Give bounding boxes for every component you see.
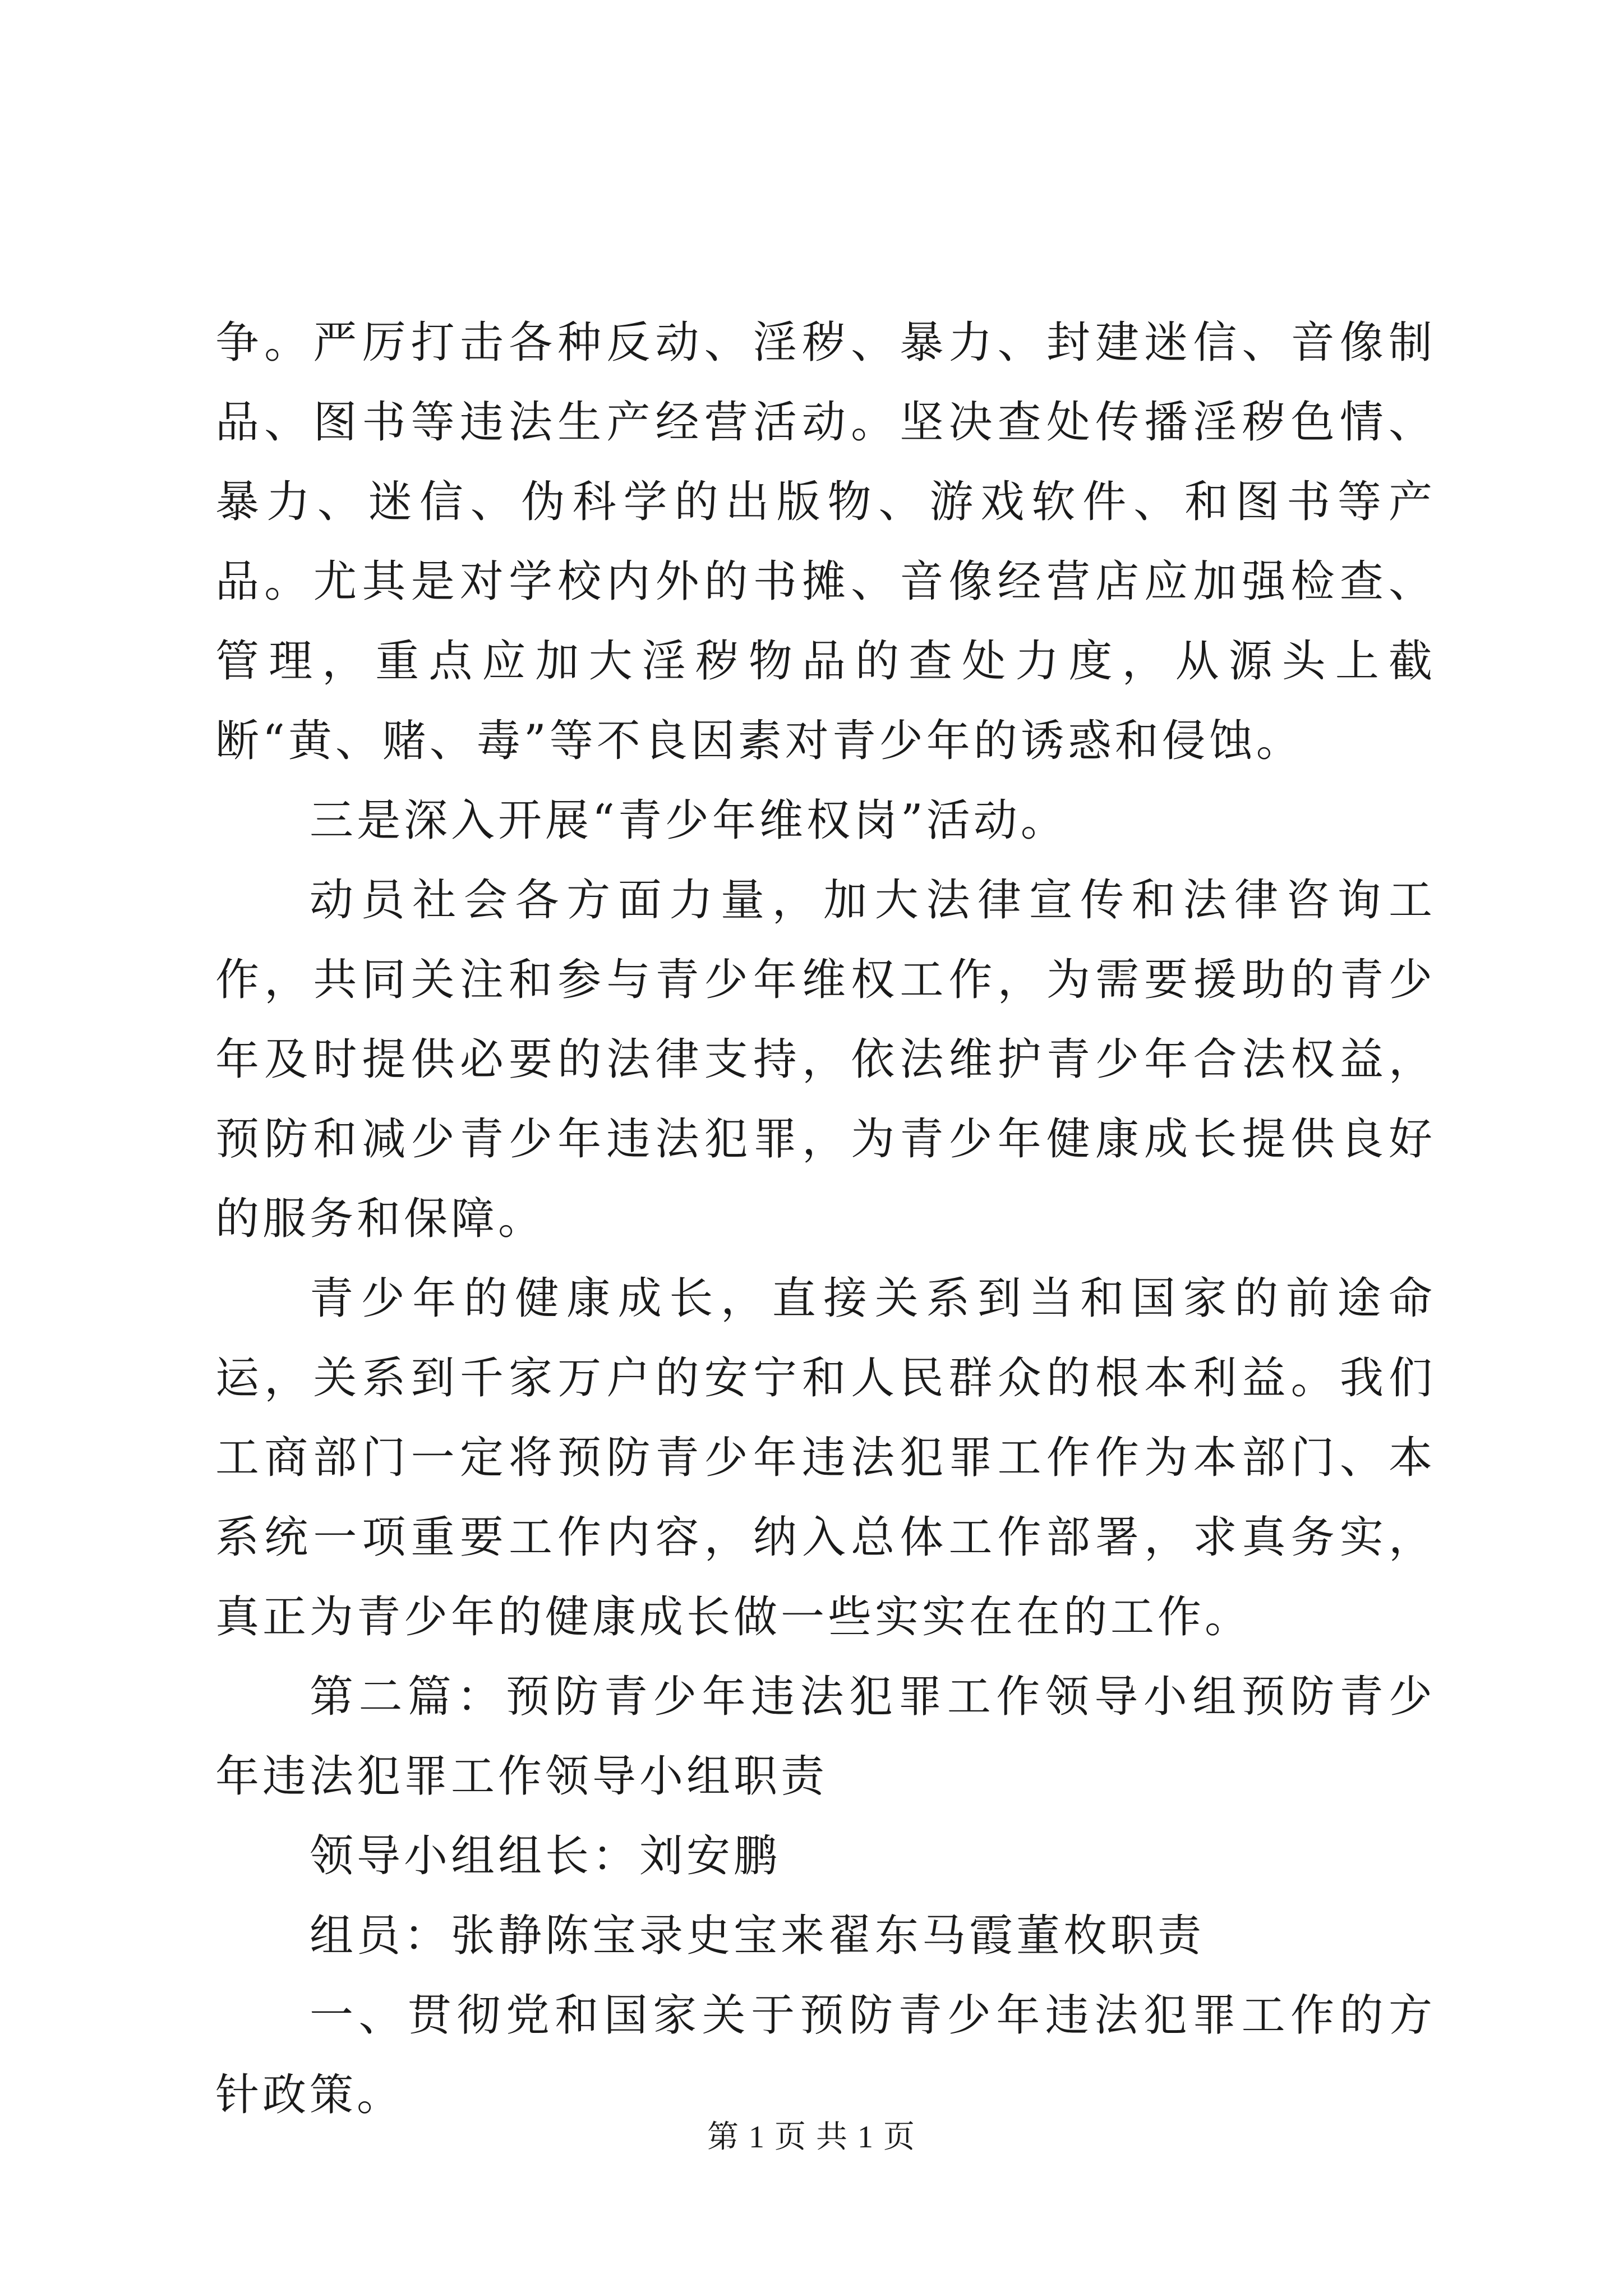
paragraph-second-chapter-title: 第二篇：预防青少年违法犯罪工作领导小组预防青少年违法犯罪工作领导小组职责: [215, 1672, 1436, 1802]
paragraph-group-members: 组员：张静陈宝录史宝来翟东马霞董枚职责: [310, 1911, 1205, 1961]
paragraph-continuation: 争。严厉打击各种反动、淫秽、暴力、封建迷信、音像制品、图书等违法生产经营活动。坚决查处传播淫秽色情、暴力、迷信、伪科学的出版物、游戏软件、和图书等产品。尤其是对学校内外的书摊、音像经营店应加强检查、管理，重点应加大淫秽物品的查处力度，从源头上截断“黄、赌、毒”等不良因素对青少年的诱惑和侵蚀。: [215, 318, 1436, 766]
paragraph-duty-one: 一、贯彻党和国家关于预防青少年违法犯罪工作的方针政策。: [215, 1990, 1436, 2120]
page-footer: 第 1 页 共 1 页: [707, 2120, 916, 2155]
paragraph-healthy-growth: 青少年的健康成长，直接关系到当和国家的前途命运，关系到千家万户的安宁和人民群众的根本利益。我们工商部门一定将预防青少年违法犯罪工作作为本部门、本系统一项重要工作内容，纳入总体工作部署，求真务实，真正为青少年的健康成长做一些实实在在的工作。: [215, 1273, 1436, 1642]
paragraph-group-leader: 领导小组组长：刘安鹏: [310, 1831, 781, 1881]
document-body: [215, 303, 1436, 2135]
paragraph-mobilize: 动员社会各方面力量，加大法律宣传和法律咨询工作，共同关注和参与青少年维权工作，为需要援助的青少年及时提供必要的法律支持，依法维护青少年合法权益，预防和减少青少年违法犯罪，为青少年健康成长提供良好的服务和保障。: [215, 875, 1436, 1244]
paragraph-heading-three: 三是深入开展“青少年维权岗”活动。: [310, 795, 1068, 846]
